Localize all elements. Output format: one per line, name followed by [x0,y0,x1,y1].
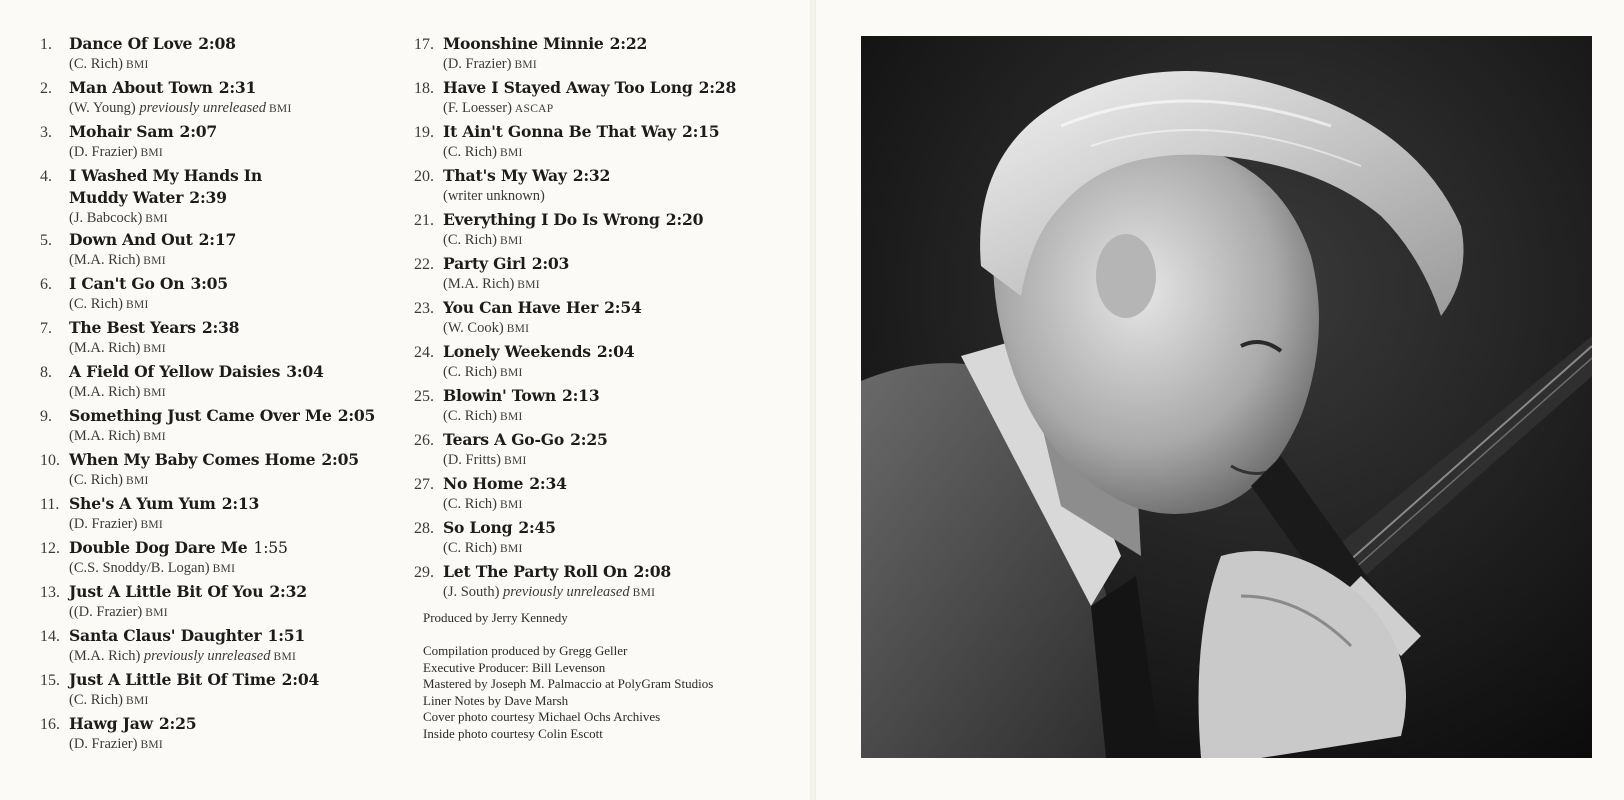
track-number: 19. [414,124,434,141]
track-writer: (C. Rich) [443,364,497,380]
credits-block [423,643,713,743]
track-publisher: BMI [499,367,523,379]
track-publisher: BMI [499,411,523,423]
track-writer: (W. Young) [69,100,136,116]
track-writer: ((D. Frazier) [69,604,143,620]
track-number: 17. [414,36,434,53]
track-title: Something Just Came Over Me [69,406,332,425]
track-writer: (W. Cook) [443,320,504,336]
track-title: When My Baby Comes Home [69,450,316,469]
artist-photo [861,36,1592,758]
credit-line: Executive Producer: Bill Levenson [423,659,606,675]
track-title: Just A Little Bit Of You [69,582,264,601]
track-item [414,341,804,385]
track-note: previously unreleased [143,648,271,664]
track-duration: 2:05 [337,406,376,425]
track-publisher: ASCAP [514,103,554,115]
track-item [40,493,420,537]
track-title-continued: Muddy Water [69,188,184,207]
track-writer: (M.A. Rich) [69,384,141,400]
track-publisher: BMI [499,499,523,511]
track-writer: (M.A. Rich) [69,340,141,356]
track-publisher: BMI [140,739,164,751]
credit-line: Mastered by Joseph M. Palmaccio at PolyGram Studios [423,676,714,692]
track-item [40,669,420,713]
track-duration: 2:17 [198,230,237,249]
track-duration: 2:39 [189,188,227,207]
track-writer: (J. Babcock) [69,210,143,226]
track-writer: (C. Rich) [443,232,497,248]
track-item [414,429,804,473]
track-item [40,121,420,165]
track-duration: 2:22 [609,34,648,53]
track-publisher: BMI [145,607,168,619]
track-title: Man About Town [69,78,213,97]
track-item [40,449,420,493]
track-duration: 2:32 [572,166,611,185]
track-item [414,297,804,341]
track-number: 20. [414,168,434,185]
track-title: Let The Party Roll On [443,562,628,581]
track-number: 9. [40,408,52,425]
track-number: 24. [414,344,434,361]
track-title: It Ain't Gonna Be That Way [443,122,676,141]
track-item [40,625,420,669]
track-writer: (M.A. Rich) [69,648,141,664]
track-item [40,77,420,121]
track-number: 5. [40,232,52,249]
track-duration: 2:08 [198,34,236,53]
track-title: Down And Out [69,230,193,249]
track-duration: 2:05 [321,450,359,469]
track-publisher: BMI [273,651,297,663]
track-publisher: BMI [125,299,149,311]
track-duration: 2:03 [531,254,570,273]
track-number: 2. [40,80,52,97]
track-number: 16. [40,716,60,733]
track-publisher: BMI [499,543,523,555]
track-note: previously unreleased [503,584,630,600]
track-duration: 2:54 [604,298,642,317]
tracklist-right [414,33,804,605]
track-duration: 3:04 [286,362,324,381]
track-item [414,121,804,165]
track-number: 21. [414,212,434,229]
track-number: 18. [414,80,434,97]
track-item [40,713,420,757]
track-writer: (D. Frazier) [443,56,512,72]
track-title: The Best Years [69,318,196,337]
track-writer: (C. Rich) [443,540,497,556]
track-item [40,537,420,581]
track-item [40,405,420,449]
track-item [40,581,420,625]
track-duration: 1:55 [253,539,288,557]
track-number: 23. [414,300,434,317]
track-title: Have I Stayed Away Too Long [443,78,693,97]
track-writer: (M.A. Rich) [69,428,141,444]
track-publisher: BMI [143,431,166,443]
track-title: Santa Claus' Daughter [69,626,262,645]
track-writer: (D. Frazier) [69,144,138,160]
track-title: Party Girl [443,254,526,273]
track-title: Dance Of Love [69,34,193,53]
track-title: Tears A Go-Go [443,430,565,449]
track-writer: (C. Rich) [443,496,497,512]
track-writer: (F. Loesser) [443,100,512,116]
credit-line: Compilation produced by Gregg Geller [423,643,628,658]
track-item [414,385,804,429]
track-writer: (C. Rich) [69,472,123,488]
track-title: Hawg Jaw [69,714,153,733]
track-title: Blowin' Town [443,386,556,405]
track-writer: (M.A. Rich) [443,276,515,292]
track-title: She's A Yum Yum [69,494,216,513]
track-title: I Washed My Hands In [69,166,263,185]
track-duration: 2:20 [665,210,704,229]
track-note: previously unreleased [139,100,266,116]
track-number: 12. [40,540,60,557]
track-duration: 2:32 [269,582,307,601]
track-publisher: BMI [143,387,166,399]
track-item [414,473,804,517]
track-writer: (writer unknown) [443,188,545,204]
track-writer: (M.A. Rich) [69,252,141,268]
track-writer: (D. Fritts) [443,452,501,468]
track-number: 1. [40,36,52,53]
track-item [414,77,804,121]
track-duration: 1:51 [267,626,306,645]
track-duration: 2:13 [221,494,260,513]
track-item [40,229,420,273]
credit-line: Cover photo courtesy Michael Ochs Archives [423,709,661,725]
track-item [414,253,804,297]
track-title: A Field Of Yellow Daisies [69,362,281,381]
track-publisher: BMI [143,343,166,355]
track-duration: 2:15 [681,122,720,141]
credit-line: Liner Notes by Dave Marsh [423,692,569,708]
track-publisher: BMI [499,235,523,247]
track-number: 22. [414,256,434,273]
track-writer: (D. Frazier) [69,516,138,532]
track-title: Lonely Weekends [443,342,591,361]
track-title: Mohair Sam [69,122,174,141]
track-duration: 2:38 [201,318,240,337]
track-duration: 2:28 [698,78,737,97]
track-publisher: BMI [504,455,527,467]
track-writer: (C.S. Snoddy/B. Logan) [69,560,210,576]
track-publisher: BMI [268,103,292,115]
track-title: You Can Have Her [443,298,599,317]
credit-line: Inside photo courtesy Colin Escott [423,725,603,741]
track-item [414,209,804,253]
track-number: 10. [40,452,60,469]
track-number: 27. [414,476,434,493]
track-publisher: BMI [212,563,236,575]
track-item [40,273,420,317]
track-number: 7. [40,320,52,337]
track-duration: 2:04 [281,670,320,689]
track-publisher: BMI [125,695,149,707]
track-title: Everything I Do Is Wrong [443,210,660,229]
track-item [414,561,804,605]
track-duration: 2:25 [158,714,197,733]
track-duration: 2:45 [518,518,556,537]
booklet-fold [810,0,816,800]
artist-portrait-illustration [861,36,1592,758]
track-publisher: BMI [499,147,523,159]
track-item [40,361,420,405]
track-item [40,165,420,229]
track-duration: 2:04 [596,342,635,361]
track-publisher: BMI [125,59,149,71]
track-title: Moonshine Minnie [443,34,604,53]
track-writer: (J. South) [443,584,500,600]
track-title: Double Dog Dare Me [69,538,248,557]
track-writer: (C. Rich) [69,692,123,708]
track-number: 26. [414,432,434,449]
track-publisher: BMI [145,213,168,225]
track-publisher: BMI [517,279,540,291]
track-publisher: BMI [506,323,530,335]
track-writer: (C. Rich) [69,296,123,312]
track-number: 6. [40,276,52,293]
track-duration: 2:08 [633,562,672,581]
track-number: 15. [40,672,60,689]
track-number: 13. [40,584,60,601]
track-number: 11. [40,496,60,513]
track-writer: (C. Rich) [443,408,497,424]
track-writer: (D. Frazier) [69,736,138,752]
track-number: 29. [414,564,434,581]
tracklist-left [40,33,420,757]
track-item [40,33,420,77]
track-title: I Can't Go On [69,274,185,293]
track-title: So Long [443,518,513,537]
track-number: 4. [40,168,52,185]
track-publisher: BMI [632,587,656,599]
produced-by: Produced by Jerry Kennedy [423,610,568,625]
track-duration: 2:34 [529,474,567,493]
track-item [40,317,420,361]
track-publisher: BMI [140,147,164,159]
track-number: 14. [40,628,60,645]
track-item [414,517,804,561]
track-publisher: BMI [514,59,538,71]
track-title: That's My Way [443,166,567,185]
track-number: 3. [40,124,52,141]
track-item [414,33,804,77]
track-duration: 2:13 [561,386,600,405]
track-title: Just A Little Bit Of Time [69,670,276,689]
track-duration: 2:07 [179,122,218,141]
track-number: 8. [40,364,52,381]
track-number: 25. [414,388,434,405]
track-publisher: BMI [125,475,149,487]
track-title: No Home [443,474,524,493]
track-writer: (C. Rich) [443,144,497,160]
track-item [414,165,804,209]
track-number: 28. [414,520,434,537]
track-duration: 2:31 [218,78,257,97]
track-writer: (C. Rich) [69,56,123,72]
track-publisher: BMI [140,519,164,531]
track-duration: 3:05 [190,274,228,293]
track-publisher: BMI [143,255,166,267]
track-duration: 2:25 [570,430,608,449]
